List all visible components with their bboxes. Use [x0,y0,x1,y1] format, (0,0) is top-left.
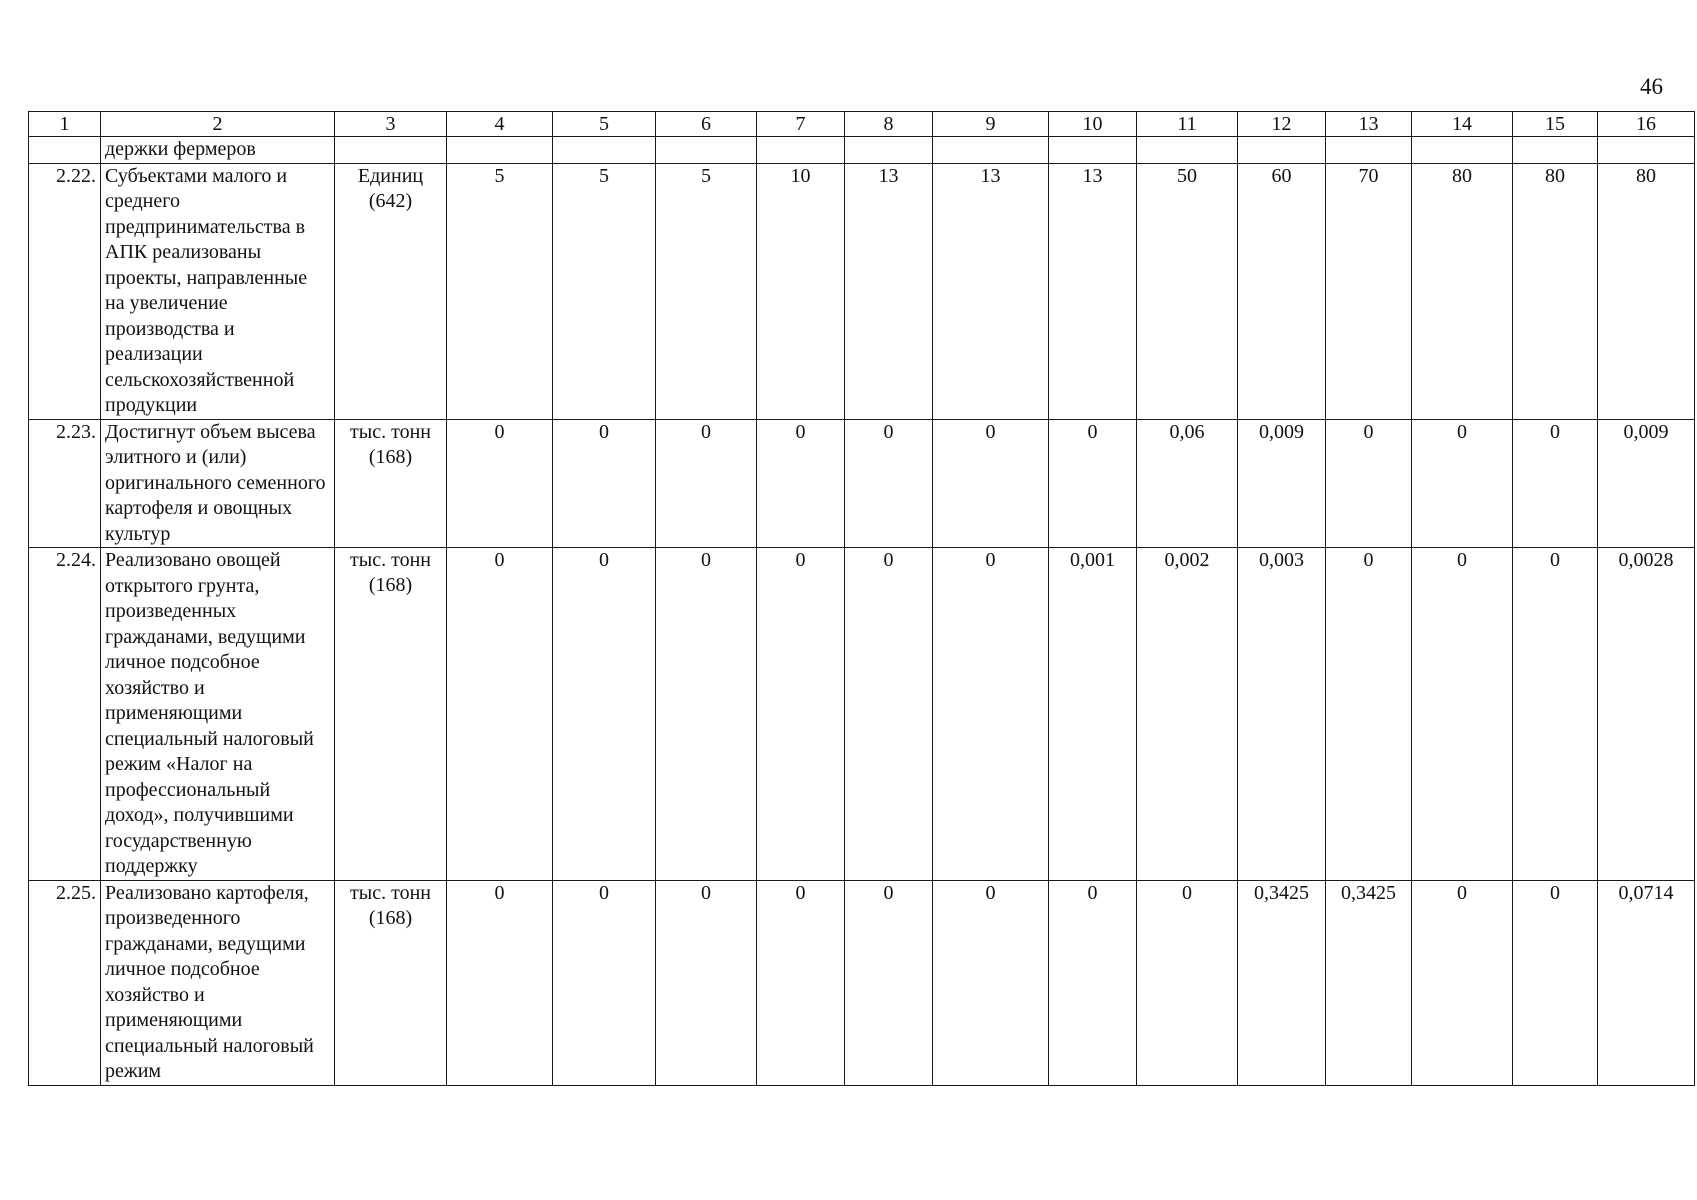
column-number: 13 [1326,112,1412,137]
row-value: 80 [1412,163,1513,419]
row-unit [335,163,447,419]
table-row [29,419,1695,548]
row-value: 0 [1326,548,1412,881]
row-value: 0 [553,419,656,548]
row-value: 0,3425 [1326,880,1412,1085]
column-number: 2 [101,112,335,137]
row-value: 0 [1513,548,1598,881]
row-value: 0,003 [1238,548,1326,881]
row-number: 2.25. [29,880,101,1085]
table-row [29,880,1695,1085]
row-value: 0 [1513,880,1598,1085]
row-number: 2.23. [29,419,101,548]
row-value: 0 [933,548,1049,881]
row-value: 0 [553,548,656,881]
unit-code: (642) [368,189,413,212]
row-value: 0 [933,419,1049,548]
row-value: 0,001 [1049,548,1137,881]
row-value: 0 [1513,419,1598,548]
row-value: 0 [1326,419,1412,548]
row-value: 0 [845,548,933,881]
column-number: 7 [757,112,845,137]
row-value: 0 [1049,419,1137,548]
unit-code: (168) [368,445,413,468]
row-value: 0 [447,548,553,881]
column-number: 12 [1238,112,1326,137]
column-number: 16 [1598,112,1695,137]
unit-name: тыс. тонн [350,881,431,904]
row-number: 2.22. [29,163,101,419]
row-value: 80 [1598,163,1695,419]
table-row [29,163,1695,419]
row-value: 13 [1049,163,1137,419]
page-number: 46 [1640,74,1663,99]
row-description: Субъектами малого и среднего предпринимательства в АПК реализованы проекты, направленные на увеличение производства и реализации сельскохозяйственной продукции [101,163,335,419]
row-value: 10 [757,163,845,419]
unit-code: (168) [368,906,413,929]
row-value: 0,009 [1238,419,1326,548]
column-number-row [29,112,1695,137]
row-value: 0,0028 [1598,548,1695,881]
row-value: 0 [656,548,757,881]
row-description: Реализовано картофеля, произведенного гражданами, ведущими личное подсобное хозяйство и применяющими специальный налоговый режим [101,880,335,1085]
column-number: 11 [1137,112,1238,137]
row-unit [335,419,447,548]
row-value: 5 [447,163,553,419]
row-value: 0,002 [1137,548,1238,881]
row-value: 0,009 [1598,419,1695,548]
row-value: 80 [1513,163,1598,419]
row-value: 5 [656,163,757,419]
row-value: 70 [1326,163,1412,419]
column-number: 3 [335,112,447,137]
row-value: 0 [447,880,553,1085]
row-value: 0 [933,880,1049,1085]
column-number: 9 [933,112,1049,137]
table-row [29,548,1695,881]
row-value: 0 [447,419,553,548]
row-value: 0 [656,419,757,548]
row-value: 0 [1412,419,1513,548]
continuation-row [29,137,1695,164]
column-number: 1 [29,112,101,137]
continuation-text: держки фермеров [101,137,335,164]
row-value: 13 [933,163,1049,419]
row-value: 0 [845,419,933,548]
row-value: 0 [757,880,845,1085]
row-value: 60 [1238,163,1326,419]
indicators-table [28,111,1695,1086]
unit-name: тыс. тонн [350,420,431,443]
row-description: Достигнут объем высева элитного и (или) оригинального семенного картофеля и овощных культур [101,419,335,548]
unit-name: тыс. тонн [350,549,431,571]
unit-name: Единиц [357,164,424,187]
row-value: 13 [845,163,933,419]
row-value: 50 [1137,163,1238,419]
row-value: 0,0714 [1598,880,1695,1085]
column-number: 10 [1049,112,1137,137]
row-value: 0 [553,880,656,1085]
row-value: 5 [553,163,656,419]
column-number: 5 [553,112,656,137]
row-value: 0,06 [1137,419,1238,548]
column-number: 14 [1412,112,1513,137]
row-value: 0 [1412,880,1513,1085]
column-number: 15 [1513,112,1598,137]
row-value: 0 [656,880,757,1085]
column-number: 6 [656,112,757,137]
row-value: 0 [757,548,845,881]
row-unit [335,548,447,881]
row-unit [335,880,447,1085]
row-value: 0 [1137,880,1238,1085]
column-number: 8 [845,112,933,137]
row-number: 2.24. [29,548,101,881]
row-value: 0 [845,880,933,1085]
row-value: 0,3425 [1238,880,1326,1085]
column-number: 4 [447,112,553,137]
row-value: 0 [757,419,845,548]
unit-code: (168) [368,574,413,596]
row-description: Реализовано овощей открытого грунта, произведенных гражданами, ведущими личное подсобное хозяйство и применяющими специальный налоговый режим «Налог на профессиональный доход», получившими государственную поддержку [101,548,335,881]
row-value: 0 [1049,880,1137,1085]
row-value: 0 [1412,548,1513,881]
